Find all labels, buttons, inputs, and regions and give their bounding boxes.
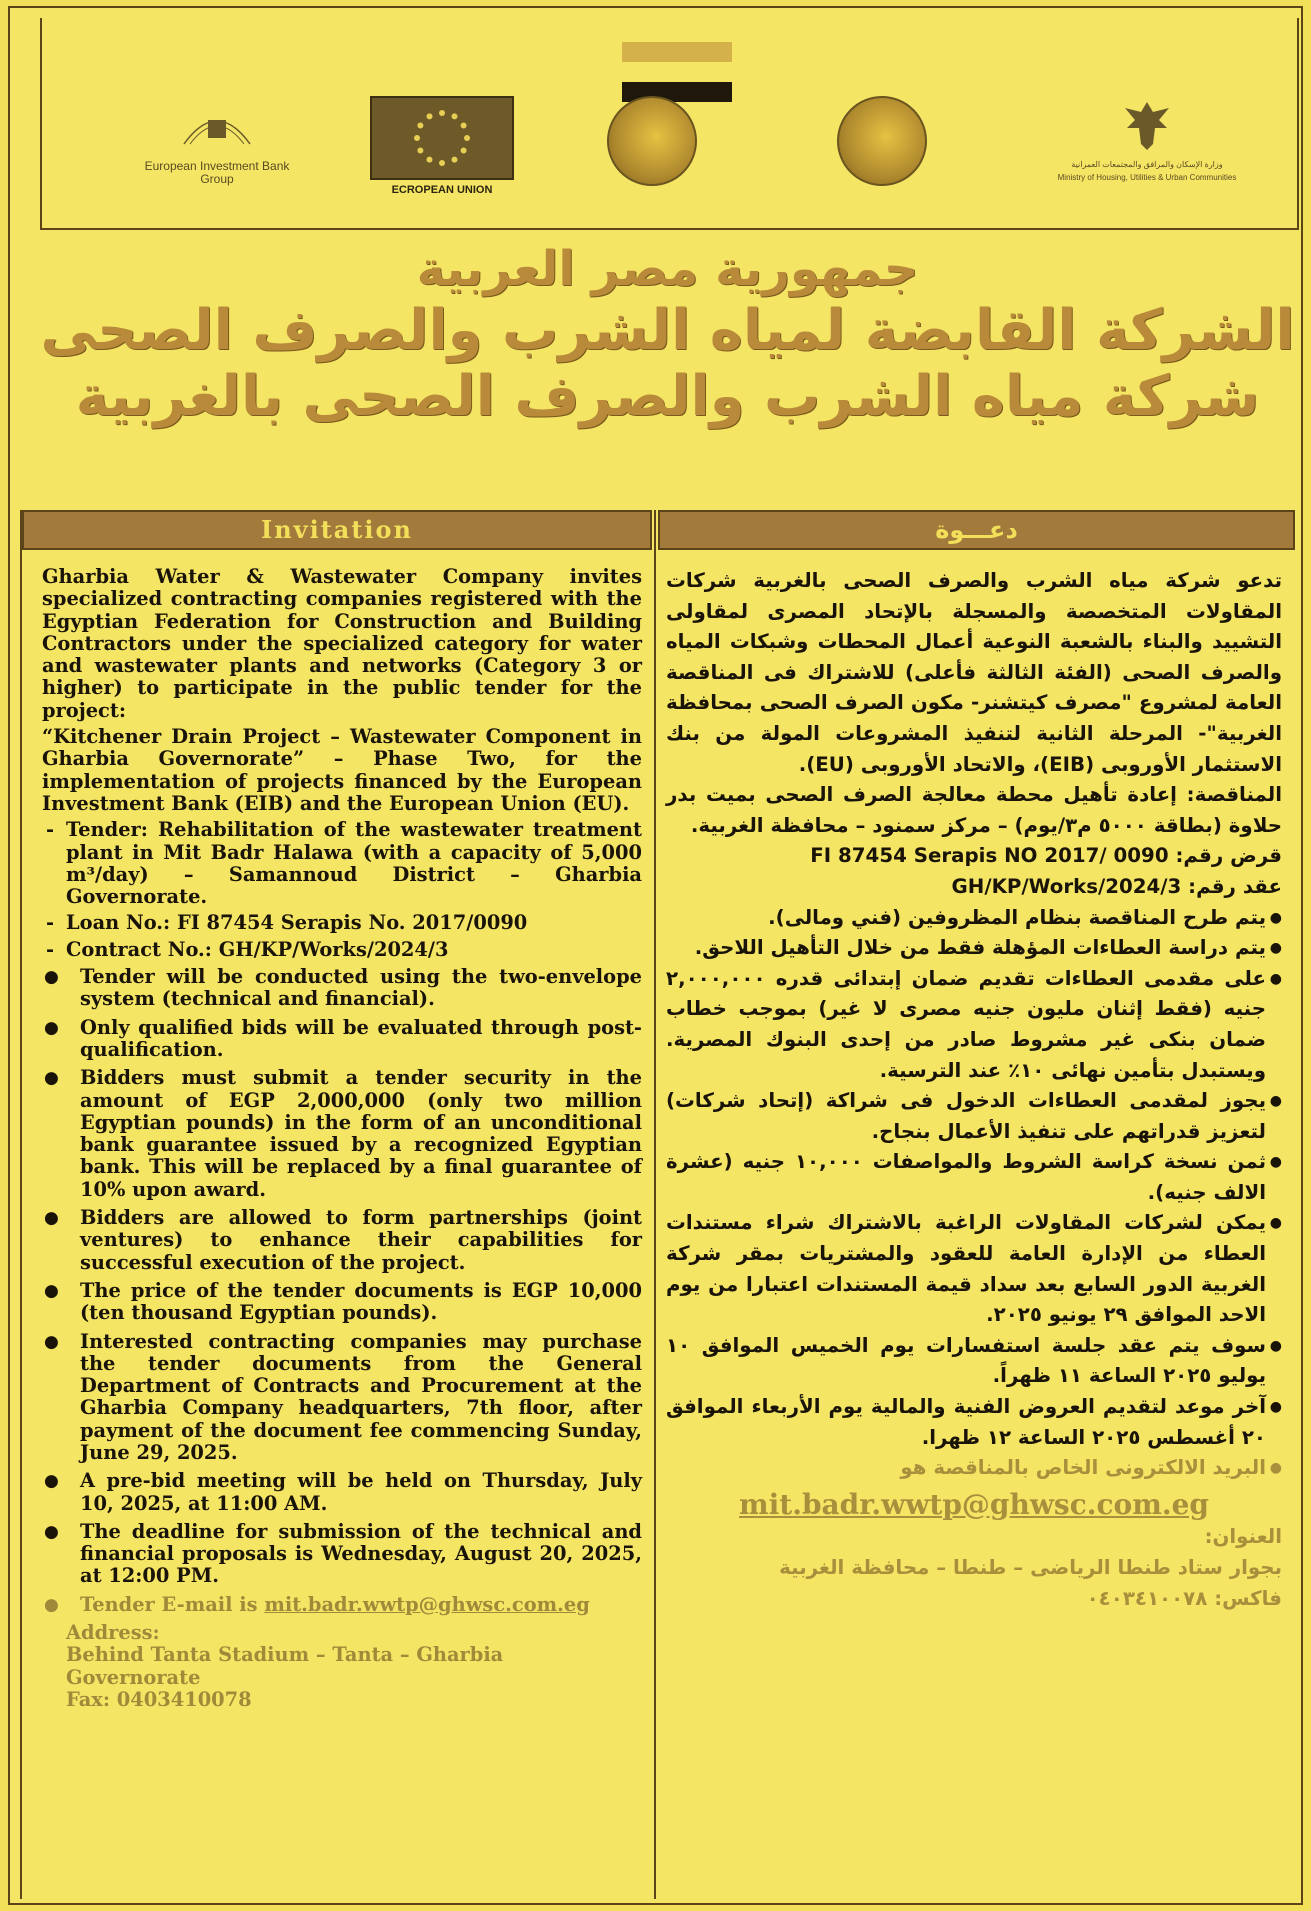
invitation-header-en: Invitation bbox=[22, 510, 652, 550]
address-label-ar: العنوان: bbox=[1204, 1525, 1282, 1549]
title-holding-company: الشركة القابضة لمياه الشرب والصرف الصحى bbox=[40, 298, 1295, 363]
email-link-en[interactable]: mit.badr.wwtp@ghwsc.com.eg bbox=[264, 1592, 590, 1616]
email-line-en bbox=[42, 1594, 642, 1616]
contract-ar: عقد رقم: GH/KP/Works/2024/3 bbox=[951, 874, 1282, 898]
fax-ar: فاكس: ٠٤٠٣٤١٠٠٧٨ bbox=[1086, 1586, 1282, 1610]
column-divider bbox=[654, 510, 656, 1899]
ministry-name-ar: وزارة الإسكان والمرافق والمجتمعات العمرانية bbox=[1071, 160, 1223, 169]
email-link-ar[interactable]: mit.badr.wwtp@ghwsc.com.eg bbox=[739, 1487, 1209, 1521]
eu-name: ECROPEAN UNION bbox=[391, 184, 493, 196]
eib-logo bbox=[102, 104, 332, 186]
gharbia-company-logo bbox=[817, 96, 947, 186]
title-gharbia-company: شركة مياه الشرب والصرف الصحى بالغربية bbox=[75, 364, 1260, 429]
eib-name: European Investment Bank bbox=[144, 159, 290, 173]
gharbia-company-emblem-icon bbox=[837, 96, 927, 186]
address-ar: بجوار ستاد طنطا الرياضى – طنطا – محافظة الغربية bbox=[779, 1556, 1282, 1579]
ministry-name-en: Ministry of Housing, Utilities & Urban Communities bbox=[1057, 173, 1237, 182]
intro-en: Gharbia Water & Wastewater Company invites specialized contracting companies registered with the Egyptian Federation for Construction and Building Contractors under the specialized category for water and wastewater plants and networks (Category 3 or higher) to participate in the public tender for the project: bbox=[42, 565, 642, 722]
list-item: ● Tender will be conducted using the two-envelope system (technical and financial). bbox=[42, 966, 642, 1011]
list-item: ● A pre-bid meeting will be held on Thursday, July 10, 2025, at 11:00 AM. bbox=[42, 1470, 642, 1515]
list-item: ● يجوز لمقدمى العطاءات الدخول فى شراكة (إتحاد شركات) لتعزيز قدراتهم على تنفيذ الأعمال بنجاح. bbox=[666, 1086, 1282, 1147]
email-label-ar: ● البريد الالكترونى الخاص بالمناقصة هو bbox=[666, 1453, 1282, 1484]
list-item: ● Interested contracting companies may purchase the tender documents from the General Department of Contracts and Procurement at the Gharbia Company headquarters, 7th floor, after payment of the document fee commencing Sunday, June 29, 2025. bbox=[42, 1331, 642, 1465]
eagle-emblem-icon bbox=[1117, 98, 1177, 154]
list-item: ● يتم طرح المناقصة بنظام المظروفين (فني ومالى). bbox=[666, 903, 1282, 934]
ministry-logo bbox=[1007, 98, 1287, 184]
tender-ar: المناقصة: إعادة تأهيل محطة معالجة الصرف الصحى بميت بدر حلاوة (بطاقة ٥٠٠٠ م٣/يوم) – مركز سمنود – محافظة الغربية. bbox=[666, 783, 1282, 837]
email-label-en: Tender E-mail is bbox=[80, 1592, 258, 1616]
arabic-column bbox=[666, 566, 1282, 1614]
eu-flag-icon bbox=[370, 96, 514, 180]
list-item: ● ثمن نسخة كراسة الشروط والمواصفات ١٠,٠٠٠ جنيه (عشرة الالف جنيه). bbox=[666, 1147, 1282, 1208]
english-column bbox=[42, 566, 642, 1711]
list-item: ● Bidders are allowed to form partnerships (joint ventures) to enhance their capabilities for successful execution of the project. bbox=[42, 1207, 642, 1274]
eib-group: Group bbox=[200, 172, 234, 186]
list-item: ● سوف يتم عقد جلسة استفسارات يوم الخميس الموافق ١٠ يوليو ٢٠٢٥ الساعة ١١ ظهراً. bbox=[666, 1331, 1282, 1392]
fax-en: Fax: 0403410078 bbox=[66, 1687, 252, 1711]
loan-ar: قرض رقم: FI 87454 Serapis NO 2017/ 0090 bbox=[810, 844, 1282, 868]
project-en: “Kitchener Drain Project – Wastewater Component in Gharbia Governorate” – Phase Two, for the implementation of projects financed by the European Investment Bank (EIB) and the European Union (EU). bbox=[42, 725, 642, 815]
intro-ar: تدعو شركة مياه الشرب والصرف الصحى بالغربية شركات المقاولات المتخصصة والمسجلة بالإتحاد المصرى لمقاولى التشييد والبناء بالشعبة النوعية أعمال المحطات وشبكات المياه والصرف الصحى (الفئة الثالثة فأعلى) للاشتراك فى المناقصة العامة لمشروع "مصرف كيتشنر- مكون الصرف الصحى بمحافظة الغربية"- المرحلة الثانية لتنفيذ المشروعات المولة من بنك الاستثمار الأوروبى (EIB)، والاتحاد الأوروبى (EU). bbox=[666, 569, 1282, 776]
list-item: ● Only qualified bids will be evaluated through post-qualification. bbox=[42, 1017, 642, 1062]
holding-company-emblem-icon bbox=[607, 96, 697, 186]
titles-block bbox=[40, 240, 1295, 430]
eib-emblem-icon bbox=[182, 104, 252, 154]
contract-en: - Contract No.: GH/KP/Works/2024/3 bbox=[42, 939, 642, 961]
loan-en: - Loan No.: FI 87454 Serapis No. 2017/0090 bbox=[42, 912, 642, 934]
list-item: ● The price of the tender documents is EGP 10,000 (ten thousand Egyptian pounds). bbox=[42, 1280, 642, 1325]
address-label-en: Address: bbox=[66, 1621, 160, 1645]
list-item: ● يتم دراسة العطاءات المؤهلة فقط من خلال التأهيل اللاحق. bbox=[666, 933, 1282, 964]
list-item: ● آخر موعد لتقديم العروض الفنية والمالية يوم الأربعاء الموافق ٢٠ أغسطس ٢٠٢٥ الساعة ١٢ ظهرا. bbox=[666, 1392, 1282, 1453]
address-en: Behind Tanta Stadium – Tanta – Gharbia Governorate bbox=[66, 1643, 504, 1689]
list-item: ● يمكن لشركات المقاولات الراغبة بالاشتراك شراء مستندات العطاء من الإدارة العامة للعقود والمشتريات بمقر شركة الغربية الدور السابع بعد سداد قيمة المستندات اعتبارا من يوم الاحد الموافق ٢٩ يونيو ٢٠٢٥. bbox=[666, 1208, 1282, 1330]
title-republic: جمهورية مصر العربية bbox=[416, 241, 919, 297]
tender-en: - Tender: Rehabilitation of the wastewater treatment plant in Mit Badr Halawa (with a capacity of 5,000 m³/day) – Samannoud District – Gharbia Governorate. bbox=[42, 819, 642, 908]
list-item: ● The deadline for submission of the technical and financial proposals is Wednesday, August 20, 2025, at 12:00 PM. bbox=[42, 1521, 642, 1588]
holding-company-logo bbox=[597, 96, 707, 186]
invitation-header-ar: دعـــوة bbox=[658, 510, 1295, 550]
list-item: ● على مقدمى العطاءات تقديم ضمان إبتدائى قدره ٢,٠٠٠,٠٠٠ جنيه (فقط إثنان مليون جنيه مصرى لا غير) بموجب خطاب ضمان بنكى غير مشروط صادر من إحدى البنوك المصرية. ويستبدل بتأمين نهائى ١٠٪ عند الترسية. bbox=[666, 964, 1282, 1086]
left-column-border bbox=[20, 510, 22, 1899]
logo-band bbox=[40, 18, 1299, 230]
list-item: ● Bidders must submit a tender security in the amount of EGP 2,000,000 (only two million Egyptian pounds) in the form of an unconditional bank guarantee issued by a recognized Egyptian bank. This will be replaced by a final guarantee of 10% upon award. bbox=[42, 1067, 642, 1201]
eu-logo bbox=[352, 96, 532, 197]
